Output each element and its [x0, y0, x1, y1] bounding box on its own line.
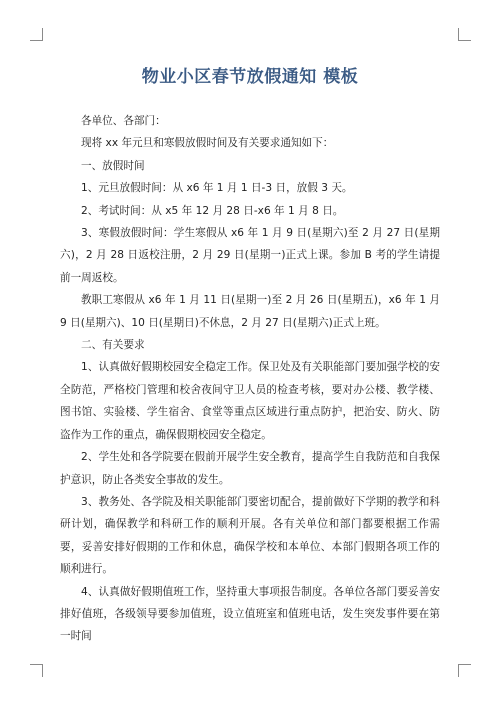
paragraph: 4、认真做好假期值班工作，坚持重大事项报告制度。各单位各部门要妥善安排好值班，各级领导要参加值班，设立值班室和值班电话，发生突发事件要在第一时间 [60, 585, 440, 643]
paragraph: 3、寒假放假时间：学生寒假从 x6 年 1 月 9 日(星期六)至 2 月 27 日(星期六)，2 月 28 日返校注册，2 月 29 日(星期一)正式上课。参加 B 考的学生请提前一周返校。 [60, 227, 440, 284]
document-body [60, 110, 440, 648]
document-title: 物业小区春节放假通知 模板 [141, 67, 359, 87]
section-heading: 二、有关要求 [81, 339, 145, 352]
paragraph: 2、学生处和各学院要在假前开展学生安全教育，提高学生自我防范和自我保护意识，防止各类安全事故的发生。 [60, 451, 440, 486]
paragraph: 教职工寒假从 x6 年 1 月 11 日(星期一)至 2 月 26 日(星期五)，x6 年 1 月 9 日(星期六)、10 日(星期日)不休息，2 月 27 日(星期六)正式上班。 [60, 294, 440, 329]
crop-mark-top-left [30, 28, 43, 41]
paragraph: 现将 xx 年元旦和寒假放假时间及有关要求通知如下： [81, 137, 334, 150]
section-heading: 一、放假时间 [81, 159, 145, 172]
paragraph: 1、元旦放假时间：从 x6 年 1 月 1 日-3 日，放假 3 天。 [81, 182, 353, 195]
crop-mark-top-right [458, 28, 471, 41]
paragraph: 各单位、各部门： [81, 115, 166, 127]
paragraph: 2、考试时间：从 x5 年 12 月 28 日-x6 年 1 月 8 日。 [81, 204, 344, 217]
paragraph: 3、教务处、各学院及相关职能部门要密切配合，提前做好下学期的教学和科研计划，确保教学和科研工作的顺利开展。各有关单位和部门都要根据工作需要，妥善安排好假期的工作和休息，确保学校和本单位、本部门假期各项工作的顺利进行。 [60, 495, 440, 576]
paragraph: 1、认真做好假期校园安全稳定工作。保卫处及有关职能部门要加强学校的安全防范，严格校门管理和校舍夜间守卫人员的检查考核，要对办公楼、教学楼、图书馆、实验楼、学生宿舍、食堂等重点区域进行重点防护，把治安、防火、防盗作为工作的重点，确保假期校园安全稳定。 [60, 361, 440, 441]
crop-mark-bottom-right [458, 664, 471, 677]
crop-mark-bottom-left [30, 664, 43, 677]
